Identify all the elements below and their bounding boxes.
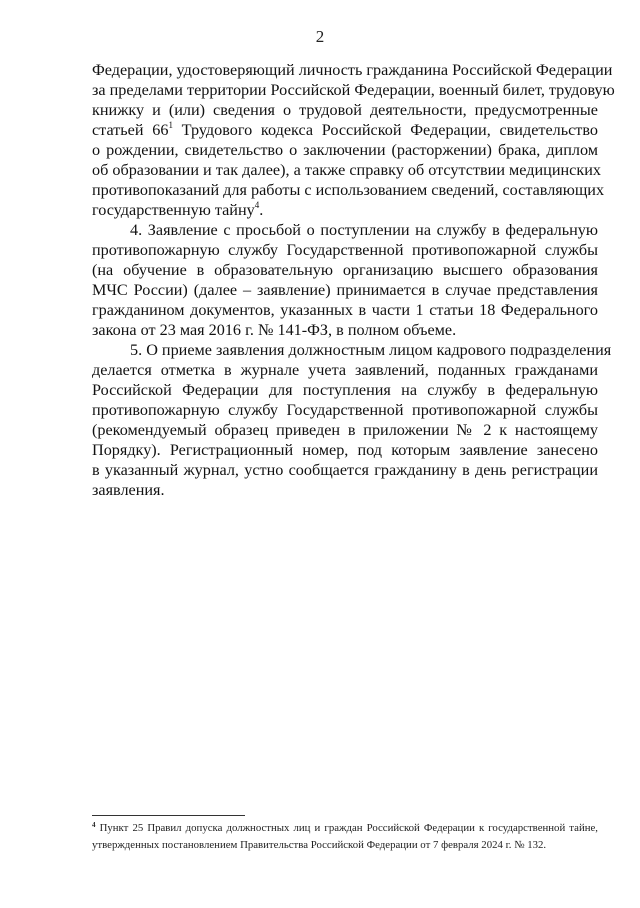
text-line: МЧС России) (далее – заявление) принимается в случае представления xyxy=(92,281,598,299)
text-line: 5. О приеме заявления должностным лицом кадрового подразделения xyxy=(130,341,612,359)
footnote-line xyxy=(92,820,598,837)
text-line: Российской Федерации для поступления на службу в федеральную xyxy=(92,381,598,399)
text-segment: Трудового кодекса Российской Федерации, свидетельство xyxy=(172,121,598,139)
text-line: в указанный журнал, устно сообщается гражданину в день регистрации xyxy=(92,461,598,479)
footnote-separator xyxy=(92,815,245,816)
text-line: 4. Заявление с просьбой о поступлении на службу в федеральную xyxy=(130,221,598,239)
footnote-line: утвержденных постановлением Правительства Российской Федерации от 7 февраля 2024 г. № 132. xyxy=(92,839,547,851)
text-segment: . xyxy=(259,201,264,219)
footnote-ref: 4 xyxy=(254,200,260,210)
text-line: противопожарную службу Государственной противопожарной службы xyxy=(92,401,598,419)
text-line: Порядку). Регистрационный номер, под которым заявление занесено xyxy=(92,441,598,459)
body-text xyxy=(92,60,615,500)
text-line: (на обучение в образовательную организацию высшего образования xyxy=(92,261,598,279)
text-line: делается отметка в журнале учета заявлений, поданных гражданами xyxy=(92,361,598,379)
text-line: противопоказаний для работы с использованием сведений, составляющих xyxy=(92,181,605,199)
footnote-mark: 4 xyxy=(92,821,96,829)
text-line: противопожарную службу Государственной противопожарной службы xyxy=(92,241,598,259)
paragraph-item-5 xyxy=(92,340,612,500)
page-number: 2 xyxy=(315,27,325,46)
text-line: о рождении, свидетельство о заключении (расторжении) брака, диплом xyxy=(92,141,598,159)
text-line-with-footnote-ref xyxy=(92,120,598,140)
text-line: гражданином документов, указанных в части 1 статьи 18 Федерального xyxy=(92,301,598,319)
text-line: об образовании и так далее), а также справку об отсутствии медицинских xyxy=(92,161,601,179)
text-line: заявления. xyxy=(92,481,165,499)
text-line: за пределами территории Российской Федерации, военный билет, трудовую xyxy=(92,81,615,99)
text-line: Федерации, удостоверяющий личность гражданина Российской Федерации xyxy=(92,61,613,79)
text-line-with-footnote-ref xyxy=(92,200,598,220)
text-segment: статьей 66 xyxy=(92,121,169,139)
footnote-4 xyxy=(92,820,598,854)
text-line: закона от 23 мая 2016 г. № 141-ФЗ, в полном объеме. xyxy=(92,321,457,339)
footnotes xyxy=(92,820,598,854)
text-segment: государственную тайну xyxy=(92,201,255,219)
paragraph-continuation xyxy=(92,60,615,220)
superscript: 1 xyxy=(168,120,173,130)
text-line: (рекомендуемый образец приведен в приложении № 2 к настоящему xyxy=(92,421,598,439)
paragraph-item-4 xyxy=(92,220,598,340)
footnote-text: Пункт 25 Правил допуска должностных лиц и граждан Российской Федерации к государственной тайне, xyxy=(95,822,598,834)
text-line: книжку и (или) сведения о трудовой деятельности, предусмотренные xyxy=(92,101,598,119)
